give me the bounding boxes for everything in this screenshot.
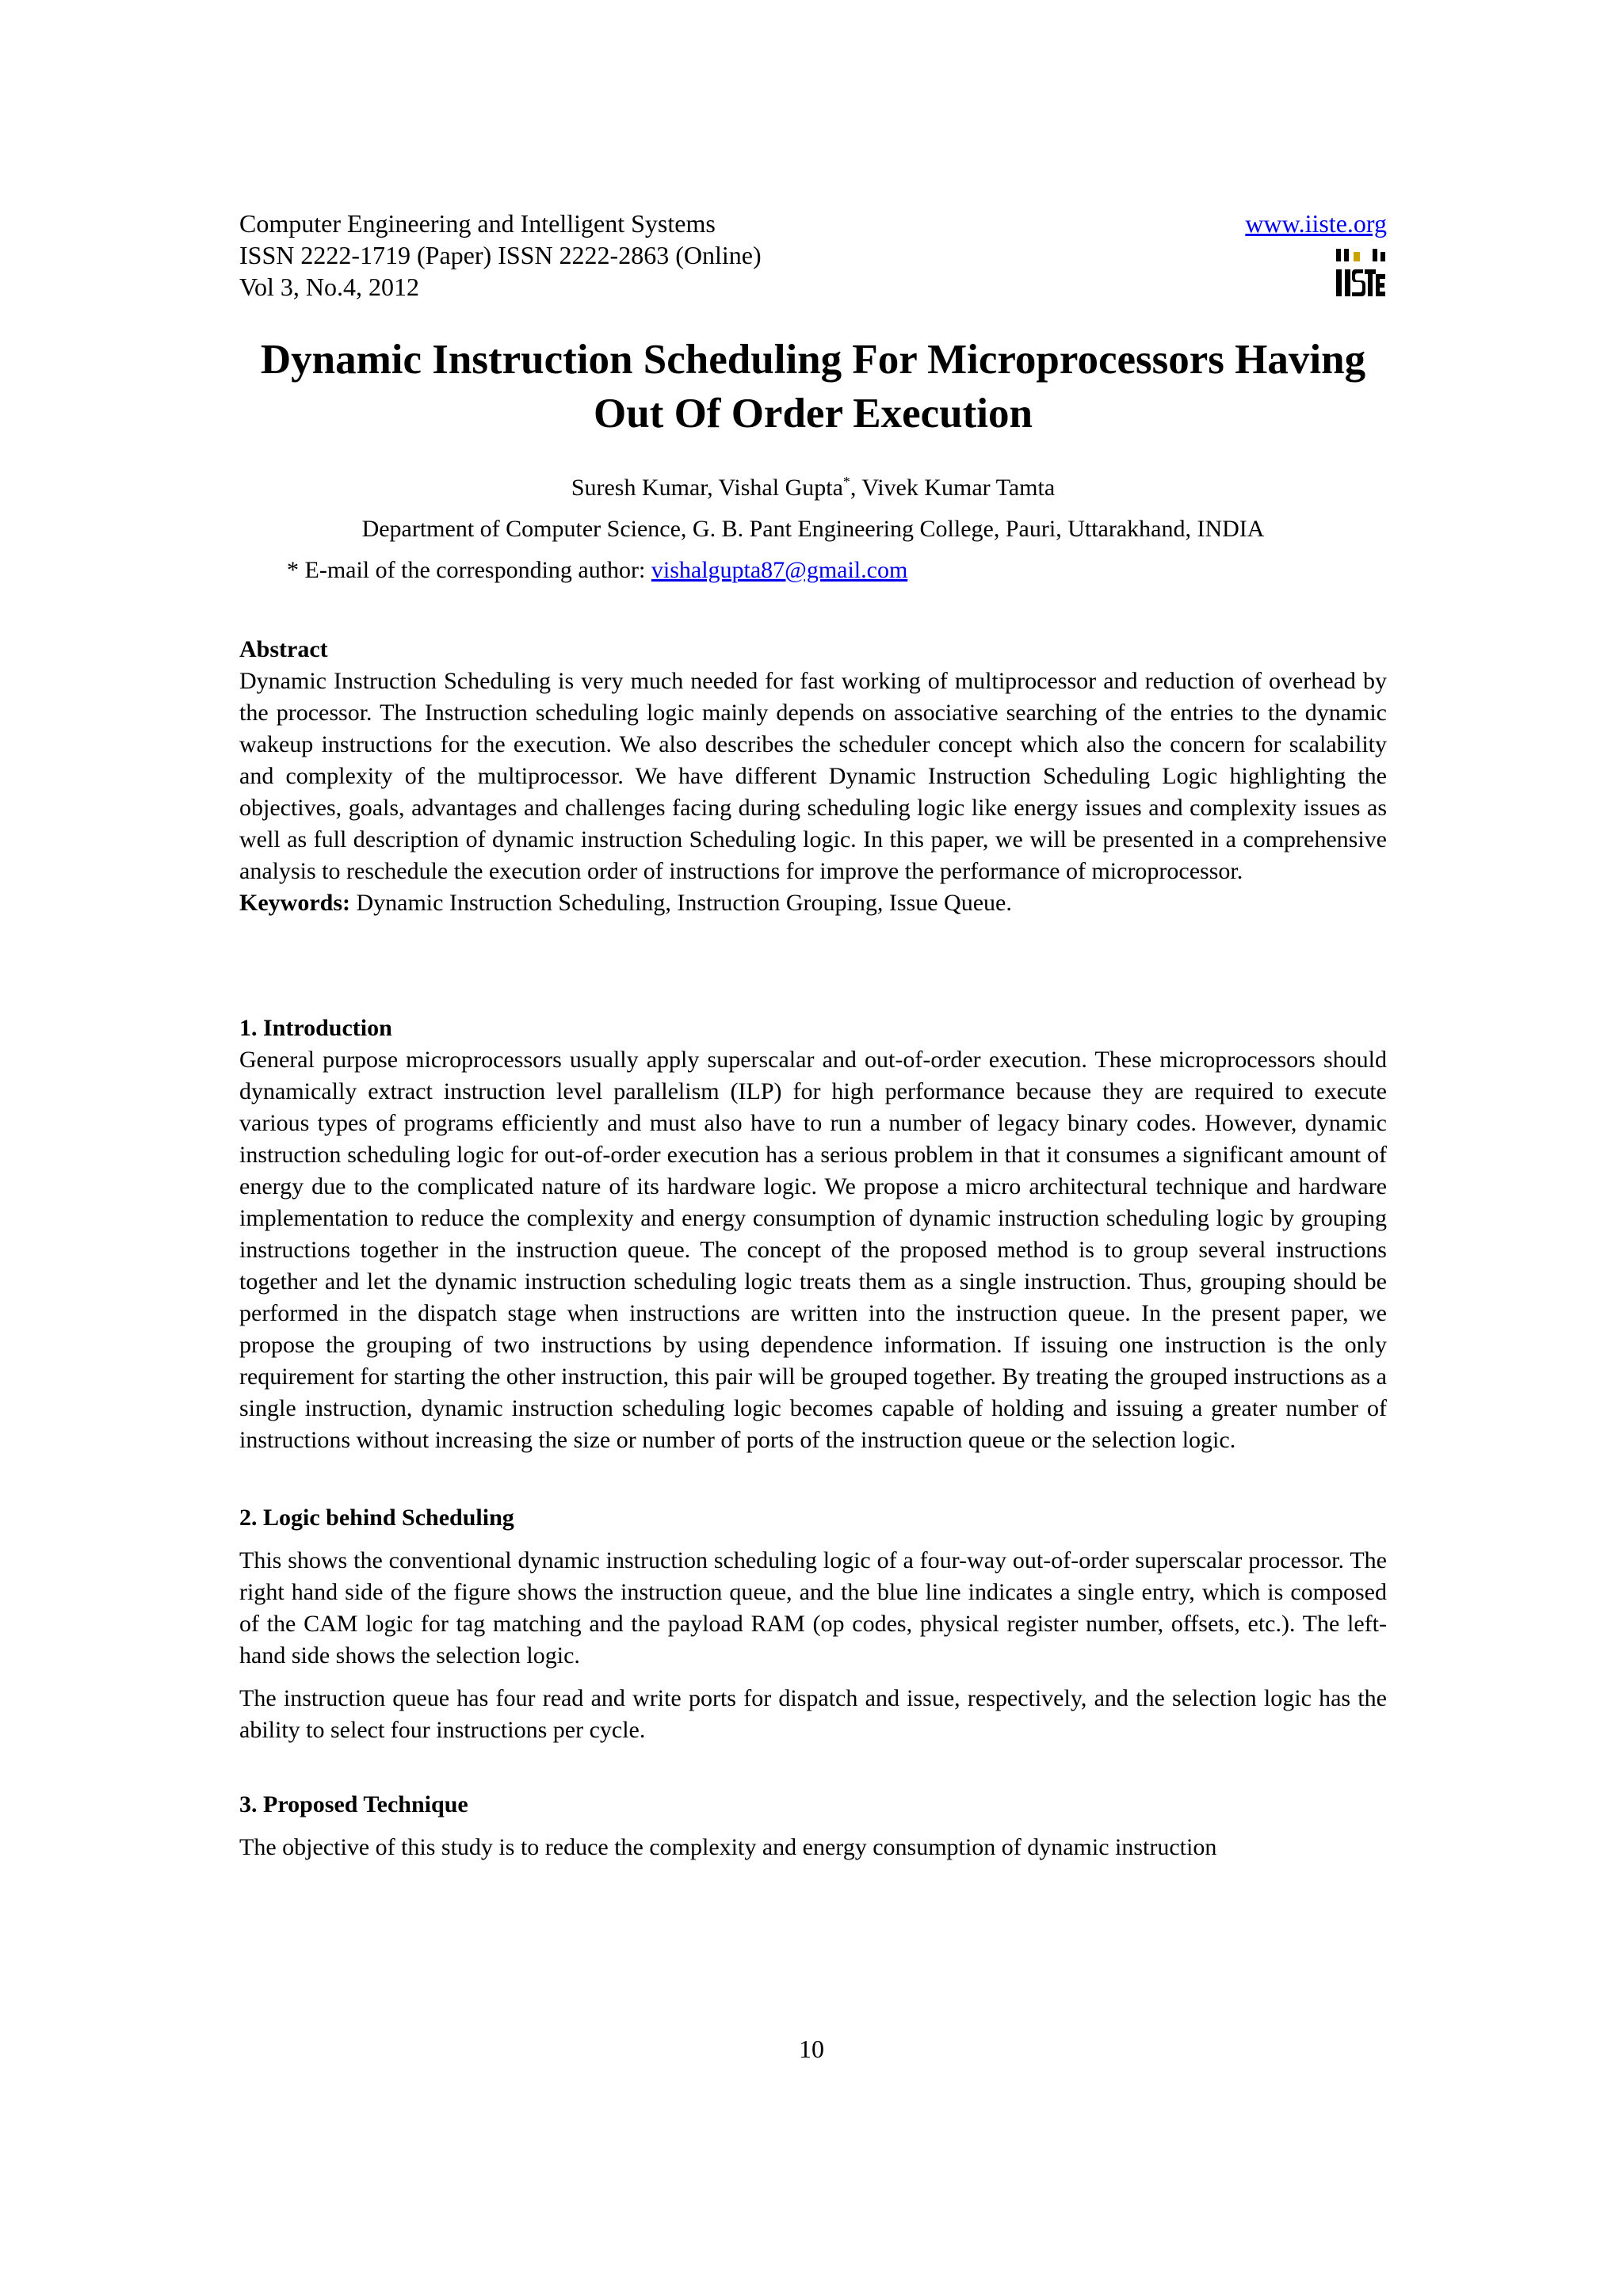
logic-heading: 2. Logic behind Scheduling bbox=[239, 1505, 514, 1531]
logic-paragraph-1: This shows the conventional dynamic instruction scheduling logic of a four-way out-of-order superscalar processor. The right hand side of the figure shows the instruction queue, and the blue line indicates a single entry, which is composed of the CAM logic for tag matching and the payload RAM (op codes, physical register number, offsets, etc.). The left-hand side shows the selection logic. bbox=[239, 1547, 1387, 1669]
paper-title bbox=[239, 333, 1387, 441]
proposed-heading: 3. Proposed Technique bbox=[239, 1791, 468, 1817]
logic-section bbox=[239, 1502, 1387, 1746]
journal-volume: Vol 3, No.4, 2012 bbox=[239, 273, 419, 301]
introduction-text: General purpose microprocessors usually apply superscalar and out-of-order execution. These microprocessors should dynamically extract instruction level parallelism (ILP) for high performance because they are required to execute various types of programs efficiently and must also have to run a number of legacy binary codes. However, dynamic instruction scheduling logic for out-of-order execution has a serious problem in that it consumes a significant amount of energy due to the complicated nature of its hardware logic. We propose a micro architectural technique and hardware implementation to reduce the complexity and energy consumption of dynamic instruction scheduling logic by grouping instructions together in the instruction queue. The concept of the proposed method is to group several instructions together and let the dynamic instruction scheduling logic treats them as a single instruction. Thus, grouping should be performed in the dispatch stage when instructions are written into the instruction queue. In the present paper, we propose the grouping of two instructions by using dependence information. If issuing one instruction is the only requirement for starting the other instruction, this pair will be grouped together. By treating the grouped instructions as a single instruction, dynamic instruction scheduling logic becomes capable of holding and issuing a greater number of instructions without increasing the size or number of ports of the instruction queue or the selection logic. bbox=[239, 1047, 1387, 1453]
journal-issn: ISSN 2222-1719 (Paper) ISSN 2222-2863 (Online) bbox=[239, 241, 762, 269]
authors-part1: Suresh Kumar, Vishal Gupta bbox=[571, 475, 843, 501]
journal-name: Computer Engineering and Intelligent Systems bbox=[239, 209, 716, 238]
paper-title-line1: Dynamic Instruction Scheduling For Microprocessors Having bbox=[260, 337, 1366, 383]
introduction-heading: 1. Introduction bbox=[239, 1015, 392, 1041]
page-number: 10 bbox=[799, 2035, 824, 2063]
abstract-heading: Abstract bbox=[239, 636, 328, 662]
abstract-text: Dynamic Instruction Scheduling is very much needed for fast working of multiprocessor and reduction of overhead by the processor. The Instruction scheduling logic mainly depends on associative searching of the entries to the dynamic wakeup instructions for the execution. We also describes the scheduler concept which also the concern for scalability and complexity of the multiprocessor. We have different Dynamic Instruction Scheduling Logic highlighting the objectives, goals, advantages and challenges facing during scheduling logic like energy issues and complexity issues as well as full description of dynamic instruction Scheduling logic. In this paper, we will be presented in a comprehensive analysis to reschedule the execution order of instructions for improve the performance of microprocessor. bbox=[239, 668, 1387, 884]
authors-part2: , Vivek Kumar Tamta bbox=[850, 475, 1056, 501]
keywords-text: Dynamic Instruction Scheduling, Instruction Grouping, Issue Queue. bbox=[349, 890, 1012, 916]
introduction-section bbox=[239, 1013, 1387, 1456]
proposed-text: The objective of this study is to reduce the complexity and energy consumption of dynamic instruction bbox=[239, 1834, 1217, 1860]
corresponding-email bbox=[239, 555, 1387, 586]
paper-title-line2: Out Of Order Execution bbox=[593, 391, 1033, 437]
email-label: * E-mail of the corresponding author: bbox=[287, 557, 651, 583]
corresponding-mark: * bbox=[842, 474, 850, 490]
email-link[interactable]: vishalgupta87@gmail.com bbox=[651, 557, 908, 583]
page-content bbox=[239, 208, 1387, 1863]
logic-paragraph-2: The instruction queue has four read and write ports for dispatch and issue, respectively, and the selection logic has the ability to select four instructions per cycle. bbox=[239, 1685, 1387, 1743]
abstract-section bbox=[239, 634, 1387, 919]
journal-url-link[interactable]: www.iiste.org bbox=[1245, 209, 1387, 238]
author-list bbox=[239, 472, 1387, 504]
keywords-label: Keywords: bbox=[239, 890, 350, 916]
journal-header bbox=[239, 208, 1387, 303]
affiliation: Department of Computer Science, G. B. Pant Engineering College, Pauri, Uttarakhand, INDIA bbox=[361, 516, 1265, 542]
proposed-section bbox=[239, 1789, 1387, 1863]
keywords bbox=[239, 887, 1387, 919]
iiste-logo-icon bbox=[1335, 247, 1387, 298]
